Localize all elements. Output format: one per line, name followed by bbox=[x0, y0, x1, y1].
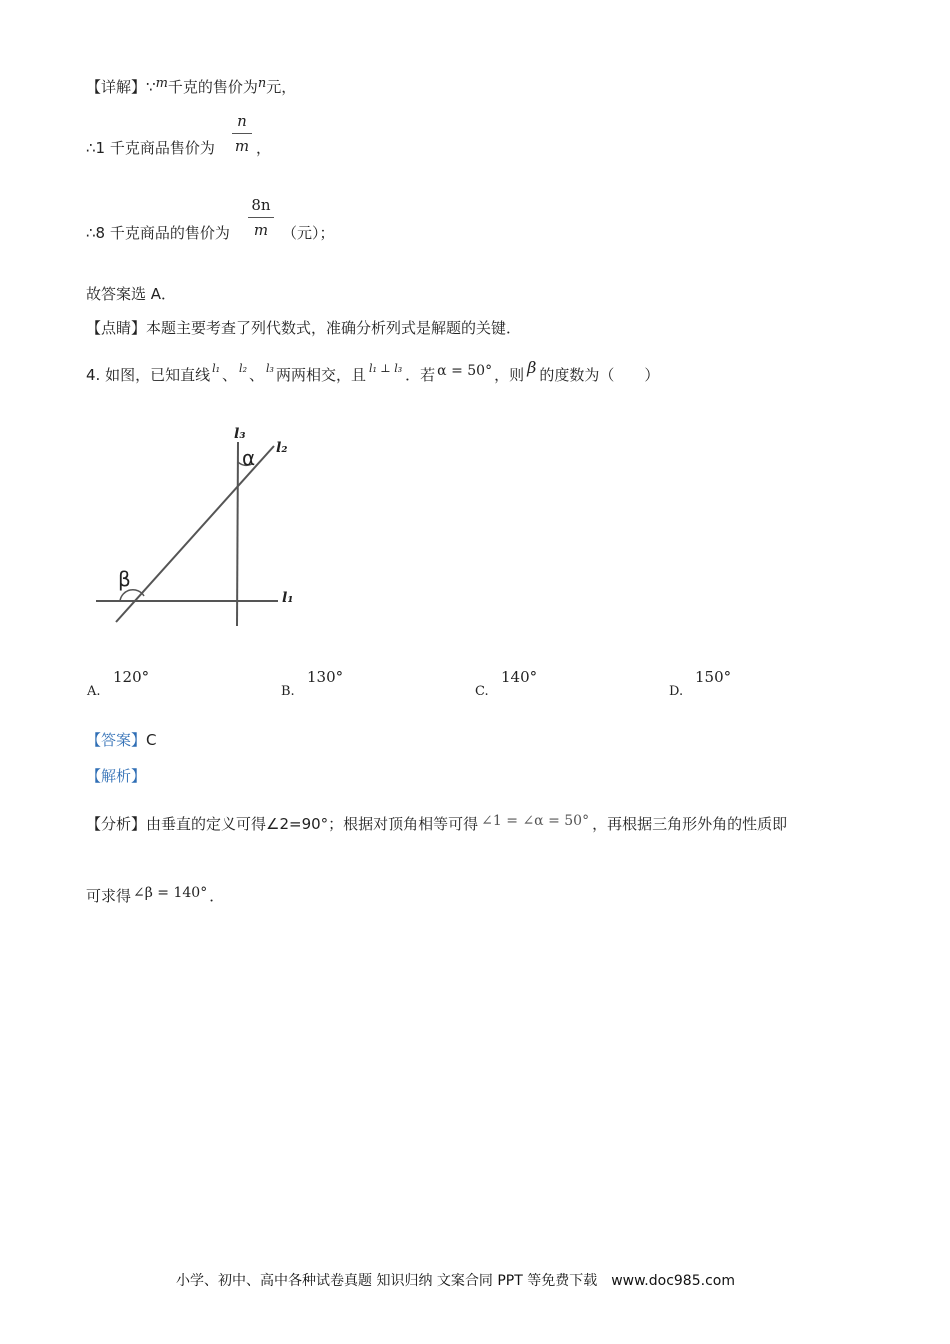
detail-text2: 元， bbox=[266, 78, 297, 96]
label-l1: l₁ bbox=[282, 590, 294, 606]
question-text-mid: 两两相交，且 bbox=[275, 366, 366, 384]
option-c-letter: C. bbox=[475, 684, 489, 699]
geometry-figure bbox=[86, 420, 306, 635]
option-d-value: 150° bbox=[695, 668, 732, 686]
label-alpha: α bbox=[242, 446, 256, 470]
analysis-line-1 bbox=[86, 813, 787, 834]
question-text-end: 的度数为（ ） bbox=[539, 366, 660, 384]
comment-line bbox=[86, 317, 521, 338]
alpha-equation: α = 50° bbox=[437, 363, 493, 379]
label-l3: l₃ bbox=[234, 426, 246, 442]
option-a-letter: A. bbox=[87, 684, 101, 699]
step1-tail: ， bbox=[256, 139, 272, 157]
because-symbol: ∵ bbox=[146, 78, 156, 96]
angle-equation: ∠1 = ∠α = 50° bbox=[481, 813, 590, 829]
fraction-bar bbox=[248, 217, 274, 218]
analysis-inner-tag: 【分析】 bbox=[86, 815, 147, 833]
option-c-value: 140° bbox=[501, 668, 538, 686]
answer-value: C bbox=[146, 731, 157, 749]
perpendicular-expr: l₁ ⊥ l₃ bbox=[368, 362, 403, 375]
fraction-bar bbox=[232, 133, 252, 134]
question-line bbox=[86, 358, 660, 385]
fraction-n-over-m bbox=[232, 112, 252, 155]
analysis-line2-pre: 可求得 bbox=[86, 887, 132, 905]
fraction-numerator: n bbox=[237, 112, 247, 130]
option-a-value: 120° bbox=[113, 668, 150, 686]
footer-text: 小学、初中、高中各种试卷真题 知识归纳 文案合同 PPT 等免费下载 www.doc985.com bbox=[176, 1273, 735, 1289]
comment-tag: 【点睛】 bbox=[86, 319, 147, 337]
var-n: n bbox=[257, 76, 267, 91]
option-b-letter: B. bbox=[281, 684, 295, 699]
analysis-line2-tail: ． bbox=[209, 887, 225, 905]
separator: 、 bbox=[248, 366, 264, 384]
fraction-8n-over-m bbox=[248, 196, 274, 239]
option-b-value: 130° bbox=[307, 668, 344, 686]
analysis-line-2 bbox=[86, 885, 224, 906]
separator: 、 bbox=[222, 366, 238, 384]
label-beta: β bbox=[118, 567, 131, 591]
line-l1: l₁ bbox=[212, 362, 221, 375]
step2-tail: （元）； bbox=[282, 224, 335, 242]
question-text-if: ．若 bbox=[405, 366, 436, 384]
analysis-text1: 由垂直的定义可得∠2=90°；根据对顶角相等可得 bbox=[146, 815, 479, 833]
option-d-letter: D. bbox=[669, 684, 684, 699]
line-l2-shape bbox=[116, 446, 274, 622]
var-m: m bbox=[155, 76, 168, 91]
beta-equation: ∠β = 140° bbox=[133, 885, 208, 901]
label-l2: l₂ bbox=[276, 440, 288, 456]
beta-symbol: β bbox=[527, 358, 537, 377]
fraction-numerator bbox=[248, 196, 274, 214]
question-number: 4. 如图，已知直线 bbox=[86, 366, 211, 384]
detail-line bbox=[86, 76, 296, 97]
question-text-then: ，则 bbox=[494, 366, 525, 384]
step1-text: ∴1 千克商品售价为 bbox=[86, 139, 215, 157]
step2-text: ∴8 千克商品的售价为 bbox=[86, 224, 230, 242]
line-l2: l₂ bbox=[239, 362, 247, 375]
fraction-denominator: m bbox=[234, 137, 250, 155]
analysis-tag: 【解析】 bbox=[86, 767, 147, 785]
analysis-text2: ，再根据三角形外角的性质即 bbox=[592, 815, 788, 833]
answer-tag: 【答案】 bbox=[86, 731, 147, 749]
comment-text: 本题主要考查了列代数式，准确分析列式是解题的关键． bbox=[146, 319, 522, 337]
detail-text1: 千克的售价为 bbox=[167, 78, 258, 96]
line-l3: l₃ bbox=[266, 362, 274, 375]
fraction-denominator: m bbox=[253, 221, 269, 239]
line-l3-shape bbox=[237, 442, 238, 626]
conclusion: 故答案选 A． bbox=[86, 285, 177, 303]
numerator-text: 8n bbox=[251, 196, 271, 214]
detail-tag: 【详解】 bbox=[86, 78, 147, 96]
answer-line bbox=[86, 729, 157, 750]
